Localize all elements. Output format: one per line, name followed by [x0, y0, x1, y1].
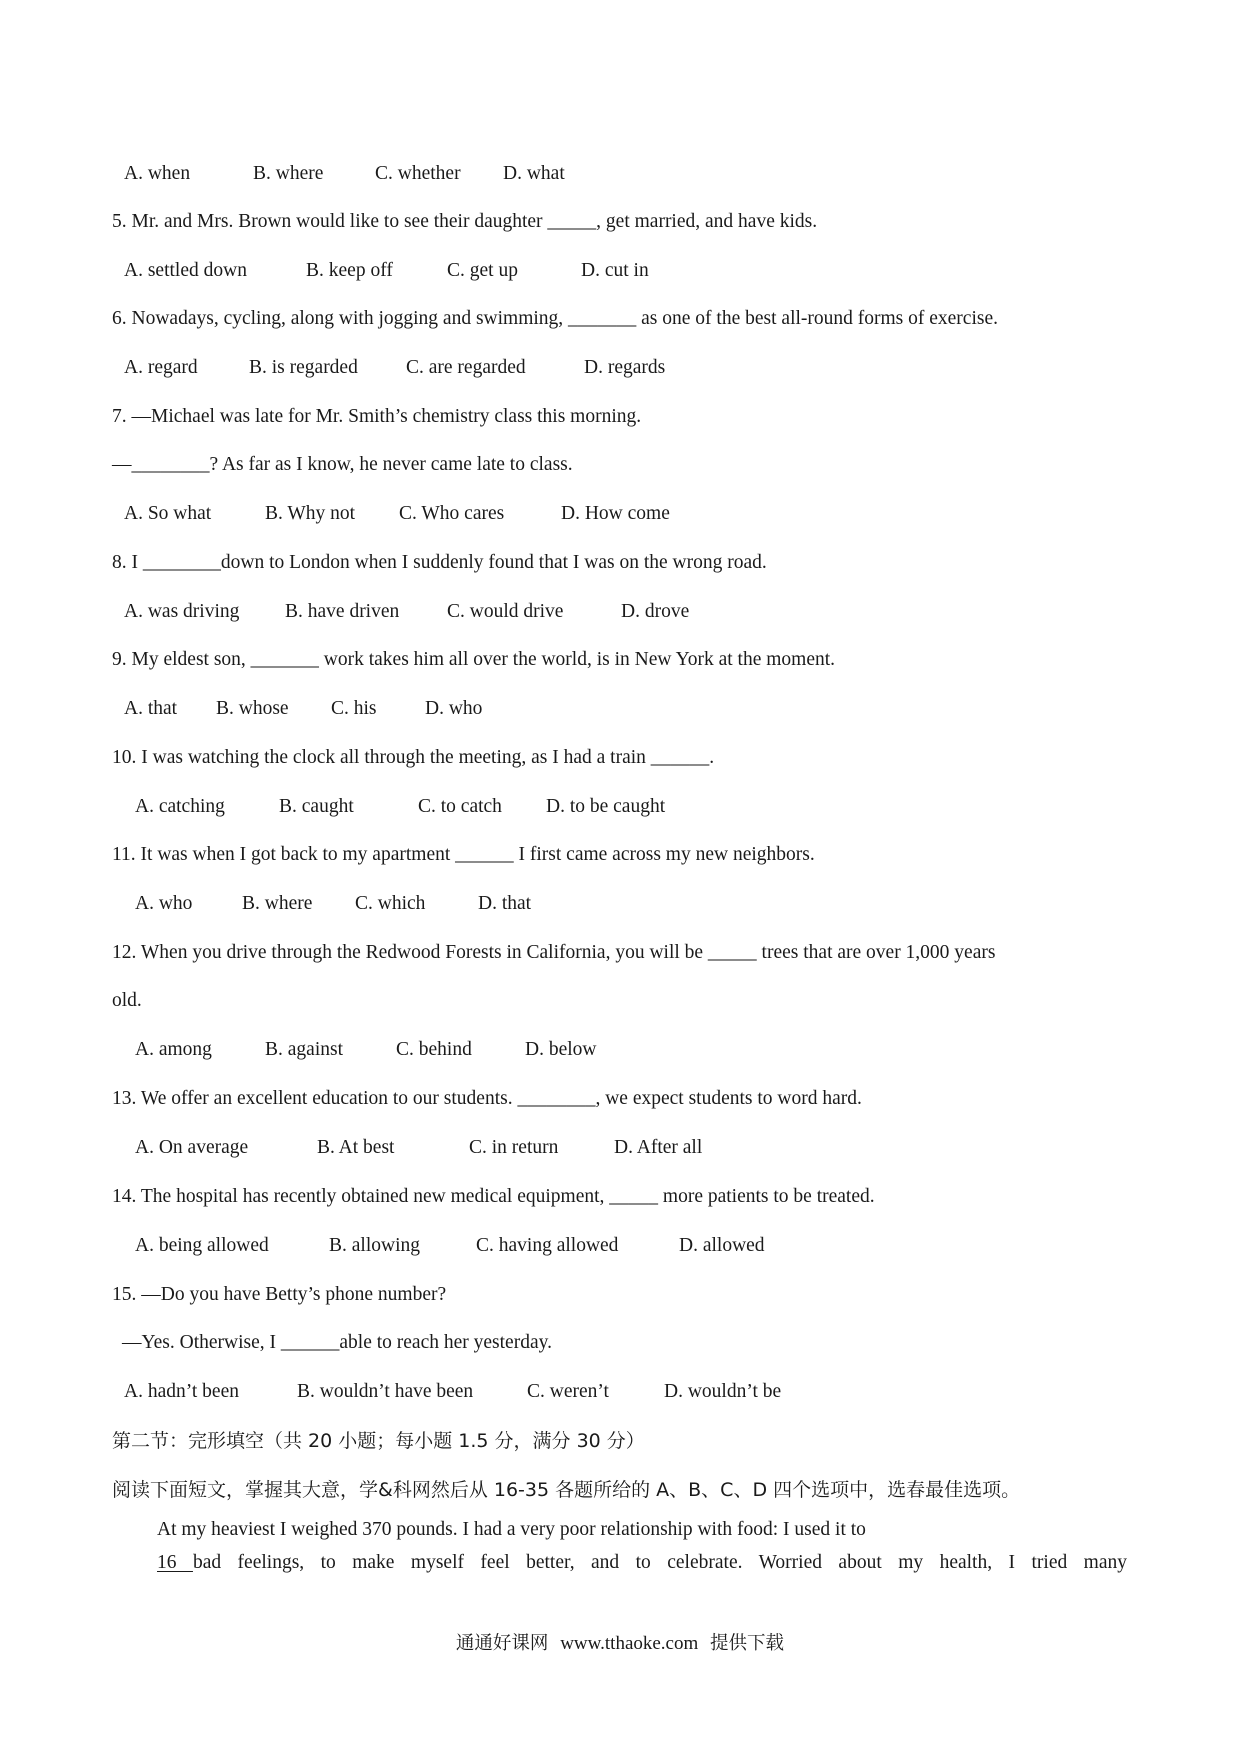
option-c: C. which: [355, 893, 426, 914]
option-b: B. where: [253, 163, 324, 184]
question-text: 12. When you drive through the Redwood Forests in California, you will be _____ trees that are over 1,000 years: [112, 942, 996, 963]
option-a: A. was driving: [124, 601, 240, 622]
footer-suffix: 提供下载: [710, 1633, 785, 1654]
question-text: 10. I was watching the clock all through the meeting, as I had a train ______.: [112, 747, 715, 768]
option-d: D. allowed: [679, 1235, 765, 1256]
option-c: C. in return: [469, 1137, 559, 1158]
option-b: B. whose: [216, 698, 289, 719]
question-text: 15. —Do you have Betty’s phone number?: [112, 1284, 447, 1305]
option-d: D. to be caught: [546, 796, 666, 817]
option-c: C. his: [331, 698, 377, 719]
question-text: 14. The hospital has recently obtained new medical equipment, _____ more patients to be treated.: [112, 1186, 875, 1207]
footer: [0, 1632, 1240, 1656]
option-d: D. that: [478, 893, 532, 914]
footer-url[interactable]: www.tthaoke.com: [560, 1633, 699, 1654]
question-text: 9. My eldest son, _______ work takes him all over the world, is in New York at the moment.: [112, 649, 836, 670]
option-b: B. keep off: [306, 260, 393, 281]
option-a: A. catching: [135, 796, 225, 817]
option-b: B. is regarded: [249, 357, 358, 378]
option-d: D. How come: [561, 503, 670, 524]
option-b: B. At best: [317, 1137, 395, 1158]
option-d: D. cut in: [581, 260, 649, 281]
option-c: C. get up: [447, 260, 518, 281]
option-a: A. that: [124, 698, 178, 719]
question-text: —________? As far as I know, he never came late to class.: [112, 454, 573, 475]
section-heading: 第二节：完形填空（共 20 小题；每小题 1.5 分，满分 30 分）: [112, 1430, 645, 1452]
option-d: D. After all: [614, 1137, 703, 1158]
option-b: B. allowing: [329, 1235, 420, 1256]
footer-site: 通通好课网: [455, 1633, 549, 1654]
passage-line-blank16: [157, 1551, 1127, 1575]
question-text: 13. We offer an excellent education to our students. ________, we expect students to word hard.: [112, 1088, 862, 1109]
option-c: C. weren’t: [527, 1381, 609, 1402]
option-c: C. behind: [396, 1039, 472, 1060]
option-a: A. settled down: [124, 260, 247, 281]
question-text: 8. I ________down to London when I suddenly found that I was on the wrong road.: [112, 552, 767, 573]
option-c: C. would drive: [447, 601, 564, 622]
section-heading: 阅读下面短文，掌握其大意，学&科网然后从 16-35 各题所给的 A、B、C、D 四个选项中，选春最佳选项。: [112, 1479, 1021, 1501]
option-b: B. against: [265, 1039, 343, 1060]
question-text: 5. Mr. and Mrs. Brown would like to see their daughter _____, get married, and have kids.: [112, 211, 818, 232]
option-a: A. So what: [124, 503, 212, 524]
option-b: B. Why not: [265, 503, 356, 524]
option-a: A. who: [135, 893, 193, 914]
option-c: C. whether: [375, 163, 461, 184]
option-a: A. regard: [124, 357, 198, 378]
blank-16: 16: [157, 1552, 193, 1573]
option-a: A. being allowed: [135, 1235, 269, 1256]
option-a: A. when: [124, 163, 191, 184]
option-d: D. regards: [584, 357, 666, 378]
option-d: D. what: [503, 163, 565, 184]
option-d: D. who: [425, 698, 483, 719]
question-text: 11. It was when I got back to my apartment ______ I first came across my new neighbors.: [112, 844, 815, 865]
option-c: C. having allowed: [476, 1235, 619, 1256]
question-text: —Yes. Otherwise, I ______able to reach her yesterday.: [122, 1332, 552, 1353]
option-a: A. On average: [135, 1137, 249, 1158]
option-b: B. wouldn’t have been: [297, 1381, 474, 1402]
option-b: B. have driven: [285, 601, 400, 622]
question-text: At my heaviest I weighed 370 pounds. I had a very poor relationship with food: I used it to: [157, 1519, 866, 1540]
passage-text: bad feelings, to make myself feel better, and to celebrate. Worried about my health, I tried many: [192, 1552, 1127, 1573]
option-d: D. wouldn’t be: [664, 1381, 782, 1402]
option-c: C. are regarded: [406, 357, 526, 378]
option-d: D. below: [525, 1039, 597, 1060]
question-text: 6. Nowadays, cycling, along with jogging and swimming, _______ as one of the best all-round forms of exercise.: [112, 308, 998, 329]
option-c: C. Who cares: [399, 503, 505, 524]
question-text: old.: [112, 990, 142, 1011]
option-d: D. drove: [621, 601, 690, 622]
option-a: A. among: [135, 1039, 212, 1060]
option-b: B. caught: [279, 796, 354, 817]
option-a: A. hadn’t been: [124, 1381, 239, 1402]
option-c: C. to catch: [418, 796, 502, 817]
option-b: B. where: [242, 893, 313, 914]
question-text: 7. —Michael was late for Mr. Smith’s chemistry class this morning.: [112, 406, 642, 427]
